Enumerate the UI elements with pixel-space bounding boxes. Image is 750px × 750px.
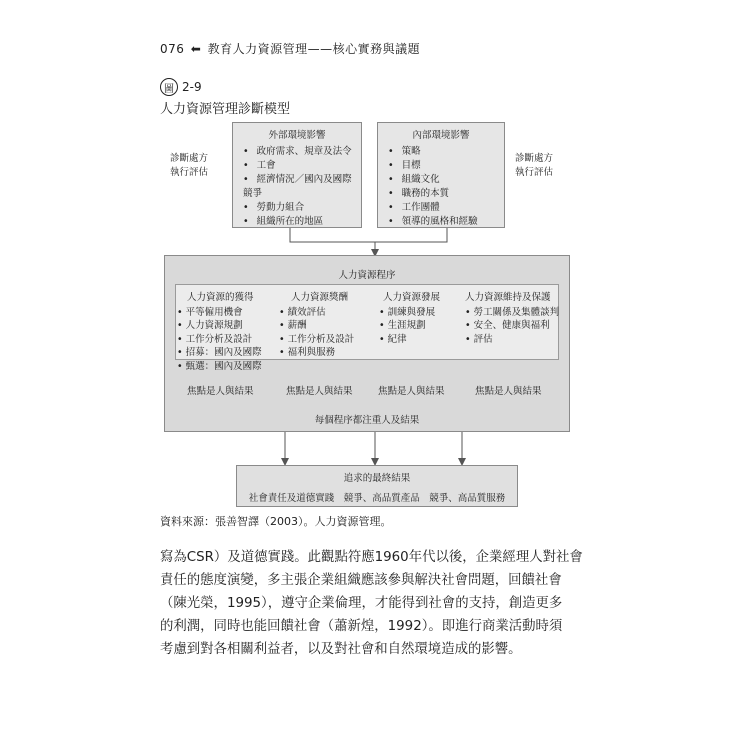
list-item: • 工作分析及設計: [279, 333, 354, 347]
external-title: 外部環境影響: [268, 130, 326, 141]
text-line: （陳光榮，1995），遵守企業倫理，才能得到社會的支持，創造更多: [160, 596, 563, 611]
focus-label: 焦點是人與結果: [187, 386, 254, 397]
list-item: • 訓練與發展: [379, 306, 440, 320]
column-acquisition: 人力資源的獲得 • 平等僱用機會 • 人力資源規劃 • 工作分析及設計 • 招募：國內及國際 • 甄選：國內及國際: [177, 291, 262, 373]
figure-title: 人力資源管理診斷模型: [160, 102, 291, 117]
list-item: • 經濟情況／國內及國際競爭: [243, 173, 361, 201]
list-item: • 紀律: [379, 333, 440, 347]
list-item: • 組織所在的地區: [243, 215, 361, 229]
list-item: • 政府需求、規章及法令: [243, 145, 361, 159]
list-item: • 薪酬: [279, 319, 354, 333]
outcome-title: 追求的最終結果: [343, 473, 411, 484]
list-item: • 人力資源規劃: [177, 319, 262, 333]
list-item: • 策略: [388, 145, 504, 159]
internal-title: 內部環境影響: [412, 130, 470, 141]
figure-source: 資料來源：張善智譯（2003）。人力資源管理。: [160, 515, 392, 528]
text-line: 考慮到對各相關利益者，以及對社會和自然環境造成的影響。: [160, 642, 522, 657]
internal-list: [388, 145, 504, 229]
connector-external: [290, 228, 375, 242]
list-item: • 平等僱用機會: [177, 306, 262, 320]
hr-process-title: 人力資源程序: [338, 270, 396, 281]
external-environment-box: [232, 122, 362, 228]
hr-process-box: [164, 255, 570, 432]
text-line: 寫為CSR）及道德實踐。此觀點符應1960年代以後，企業經理人對社會: [160, 550, 583, 565]
figure-number: 2-9: [182, 80, 202, 94]
list-item: • 安全、健康與福利: [465, 319, 565, 333]
list-item: • 生涯規劃: [379, 319, 440, 333]
right-side-label: 診斷處方 執行評估: [515, 153, 554, 178]
list-item: • 勞工關係及集體談判: [465, 306, 565, 320]
column-rewards: 人力資源獎酬 • 績效評估 • 薪酬 • 工作分析及設計 • 福利與服務: [279, 291, 354, 360]
list-item: • 工作分析及設計: [177, 333, 262, 347]
outcome-box: [236, 465, 518, 507]
list-item: • 組織文化: [388, 173, 504, 187]
list-item: • 評估: [465, 333, 565, 347]
list-item: • 職務的本質: [388, 187, 504, 201]
figure-circle: 圖: [160, 78, 178, 96]
list-item: • 領導的風格和經驗: [388, 215, 504, 229]
left-arrow-icon: ⬅: [190, 42, 202, 56]
text-line: 責任的態度演變，多主張企業組織應該參與解決社會問題，回饋社會: [160, 573, 562, 588]
external-list: [243, 145, 361, 229]
connector-internal: [375, 228, 447, 242]
list-item: • 目標: [388, 159, 504, 173]
body-paragraph: [160, 546, 585, 661]
left-side-label: 診斷處方 執行評估: [170, 153, 209, 178]
outcome-items: 社會責任及道德實踐 競爭、高品質產品 競爭、高品質服務: [248, 493, 506, 504]
list-item: • 招募：國內及國際: [177, 346, 262, 360]
list-item: • 福利與服務: [279, 346, 354, 360]
text-line: 的利潤，同時也能回饋社會（蕭新煌，1992）。即進行商業活動時須: [160, 619, 563, 634]
page-number: 076: [160, 42, 185, 56]
list-item: • 績效評估: [279, 306, 354, 320]
list-item: • 工會: [243, 159, 361, 173]
column-development: 人力資源發展 • 訓練與發展 • 生涯規劃 • 紀律: [379, 291, 440, 346]
book-title: 教育人力資源管理——核心實務與議題: [207, 42, 421, 56]
list-item: • 甄選：國內及國際: [177, 360, 262, 374]
list-item: • 勞動力組合: [243, 201, 361, 215]
column-maintenance: 人力資源維持及保護 • 勞工關係及集體談判 • 安全、健康與福利 • 評估: [465, 291, 565, 346]
focus-label: 焦點是人與結果: [378, 386, 445, 397]
focus-label: 焦點是人與結果: [475, 386, 542, 397]
internal-environment-box: [377, 122, 505, 228]
hr-process-footer: 每個程序都注重人及結果: [314, 415, 420, 426]
focus-label: 焦點是人與結果: [286, 386, 353, 397]
list-item: • 工作團體: [388, 201, 504, 215]
